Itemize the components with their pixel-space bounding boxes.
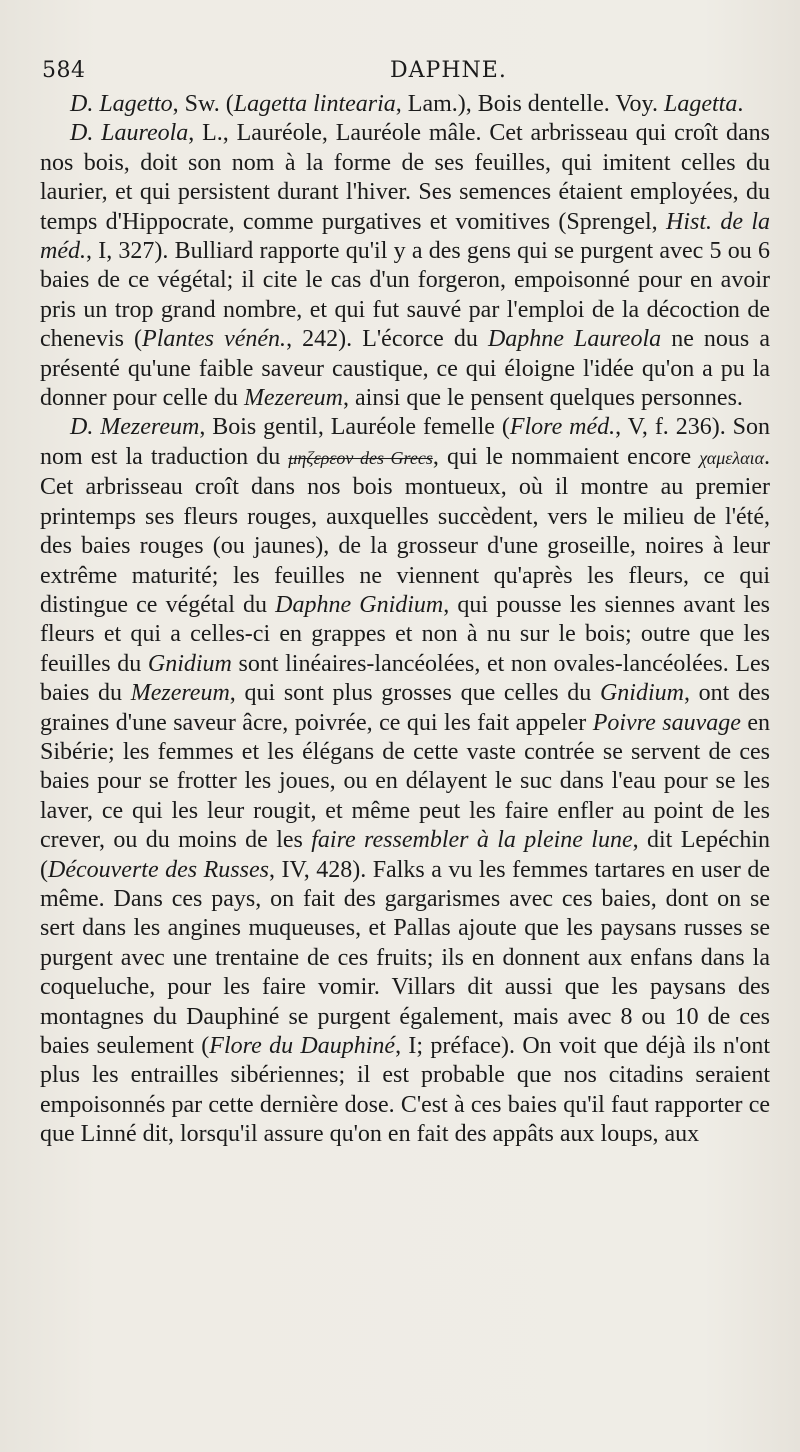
body-text (40, 90, 770, 1150)
text-span: , qui le nommaient encore (432, 443, 700, 470)
greek-word: χαμελαια (699, 447, 765, 468)
text-span: Hist. de la méd. (40, 208, 770, 265)
text-span: Lagetta lintearia (233, 91, 396, 117)
text-span: Lagetta (664, 91, 738, 117)
text-span: Flore méd. (509, 414, 616, 441)
text-span: , Bois gentil, Lauréole femelle ( (199, 414, 510, 441)
text-span: , ainsi que le pensent quelques personnes. (343, 385, 743, 412)
text-span: , Sw. ( (172, 91, 234, 117)
text-span: , I, 327). Bulliard rapporte qu'il y a des gens qui se purgent avec 5 ou 6 baies de ce végétal; il cite le cas d'un forgeron, empoisonné pour en avoir pris un trop grand nombre, et qui fut sauvé par l'emploi de la décoction de chenevis ( (40, 238, 770, 353)
text-span: . Cet arbrisseau croît dans nos bois montueux, où il montre au premier printemps ses fleurs rouges, auxquelles succèdent, vers le milieu de l'été, des baies rouges (ou jaunes), de la grosseur d'une groseille, noires à leur extrême maturité; les feuilles ne viennent qu'après les fleurs, ce qui distingue ce végétal du (40, 443, 771, 618)
text-span: Flore du Dauphiné (209, 1033, 396, 1059)
running-head: DAPHNE. (390, 58, 507, 83)
text-span: Découverte des Russes (48, 856, 269, 883)
text-span: , ont des graines d'une saveur âcre, poivrée, ce qui les fait appeler (40, 680, 770, 736)
text-span: , dit Lepéchin ( (40, 827, 771, 883)
entry-lagetto (40, 90, 770, 119)
text-span: , qui pousse les siennes avant les fleurs et qui a celles-ci en grappes et non à nu sur le bois; outre que les feuilles du (40, 591, 771, 677)
text-span: Plantes vénén. (142, 326, 287, 353)
text-span: Gnidium (147, 650, 232, 677)
text-span: Daphne Gnidium (275, 591, 444, 618)
text-span: , qui sont plus grosses que celles du (229, 680, 600, 707)
text-span: Gnidium (599, 680, 684, 707)
text-span: , L., Lauréole, Lauréole mâle. Cet arbrisseau qui croît dans nos bois, doit son nom à la forme de ses feuilles, qui imitent celles du laurier, et qui persistent durant l'hiver. Ses semences étaient employées, du temps d'Hippocrate, comme purgatives et vomitives (Sprengel, (40, 120, 770, 235)
entry-mezereum (40, 413, 770, 1149)
text-span: ne nous a présenté qu'une faible saveur caustique, ce qui éloigne l'idée qu'on a pu la donner pour celle du (40, 326, 770, 412)
text-span: Poivre sauvage (592, 709, 741, 736)
text-span: , Lam.), Bois dentelle. Voy. (395, 91, 664, 117)
text-span: , I; préface). On voit que déjà ils n'ont plus les entrailles sibériennes; il est probable que nos citadins seraient empoisonnés par cette dernière dose. C'est à ces baies qu'il faut rapporter ce que Linné dit, lorsqu'il assure qu'on en fait des appâts aux loups, aux (40, 1033, 770, 1148)
page-header (40, 50, 770, 90)
text-span: Mezereum (130, 680, 230, 707)
struck-greek-text: μηζερεον des Grecs (288, 447, 433, 468)
text-span: , IV, 428). Falks a vu les femmes tartares en user de même. Dans ces pays, on fait des gargarismes avec ces baies, dont on se sert dans les angines muqueuses, et Pallas ajoute que les paysans russes se purgent avec une trentaine de ces fruits; ils en donnent aux enfans dans la coqueluche, pour les faire vomir. Villars dit aussi que les paysans des montagnes du Dauphiné se purgent également, mais avec 8 ou 10 de ces baies seulement ( (40, 856, 770, 1059)
text-span: sont linéaires-lancéolées, et non ovales-lancéolées. Les baies du (40, 650, 770, 707)
entry-laureola (40, 119, 770, 413)
text-span: D. Lagetto (70, 91, 173, 117)
text-span: Mezereum (243, 385, 344, 412)
text-span: en Sibérie; les femmes et les élégans de cette vaste contrée se servent de ces baies pour se frotter les joues, ou en délayent le suc dans l'eau pour se les laver, ce qui les leur rougit, et même peut les faire enfler au point de les crever, ou du moins de les (40, 709, 771, 854)
text-span: D. Mezereum (70, 414, 200, 441)
text-span: faire ressembler à la pleine lune (311, 827, 633, 854)
text-span: D. Laureola (70, 120, 189, 147)
text-span: , V, f. 236). Son nom est la traduction du (40, 414, 770, 470)
page-number: 584 (42, 58, 86, 83)
text-span: , 242). L'écorce du (286, 326, 488, 353)
text-span: Daphne Laureola (487, 326, 662, 353)
text-span: . (737, 91, 744, 117)
